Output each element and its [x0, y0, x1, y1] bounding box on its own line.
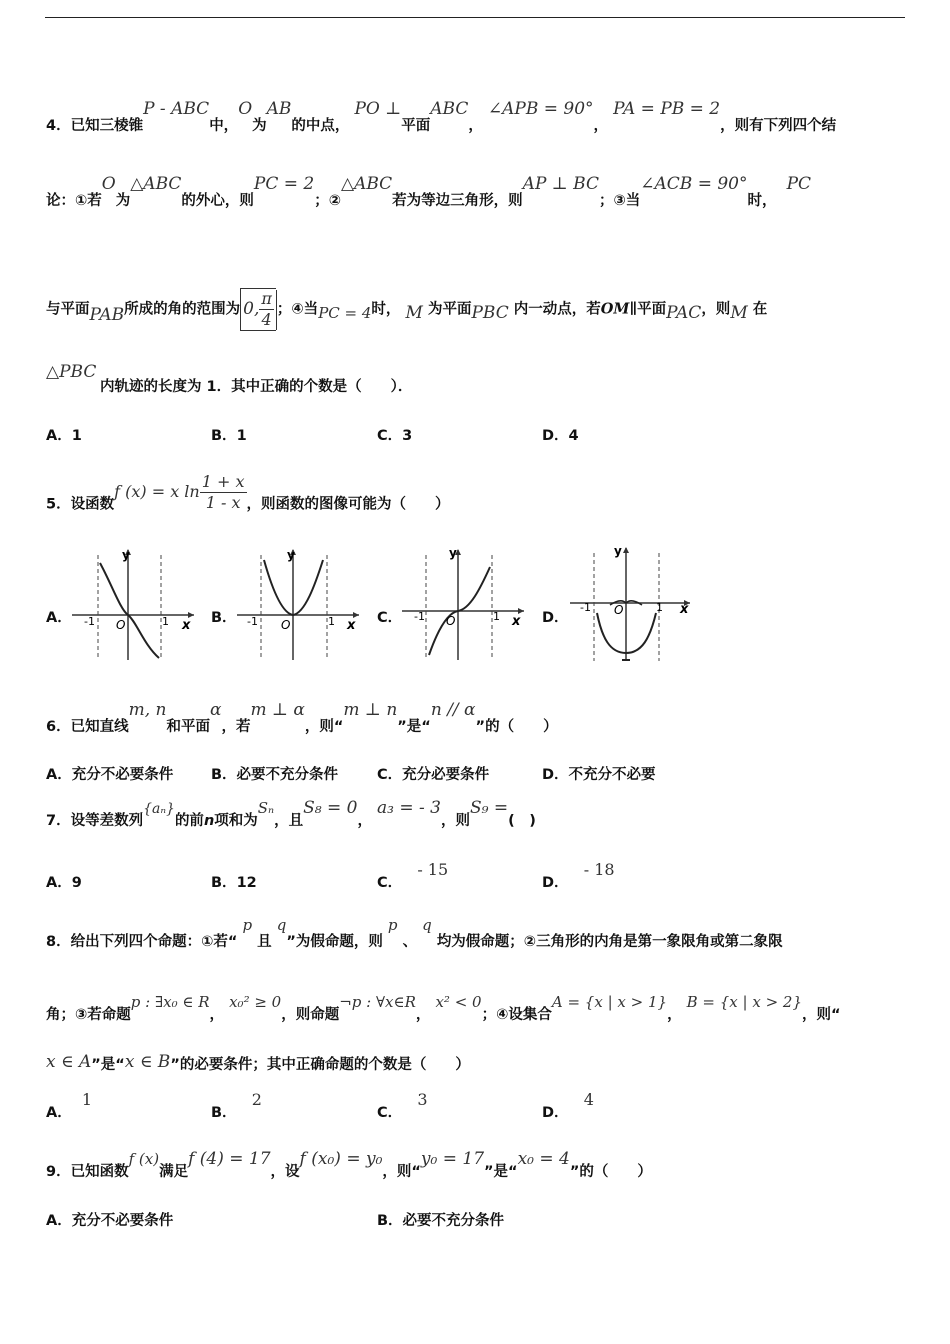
pos-one-label: 1 — [493, 610, 500, 623]
q8-option-c[interactable]: C． 3 — [377, 1090, 428, 1121]
q8-option-d[interactable]: D． 4 — [542, 1090, 594, 1121]
q8-line-1: 8．给出下列四个命题：①若“ p 且 q”为假命题，则 p 、 q 均为假命题；②三角形的内角是第一象限角或第二象限 — [46, 916, 783, 950]
origin-label: O — [281, 618, 291, 632]
q7-option-b[interactable]: B．12 — [211, 875, 257, 891]
q7-line: 7．设等差数列{aₙ}的前n项和为Sₙ，且S₈ = 0， a₃ = - 3，则S₉ =( ) — [46, 798, 536, 829]
q5-option-a[interactable]: A． — [46, 610, 72, 626]
header-rule — [45, 17, 905, 18]
q9-option-a[interactable]: A．充分不必要条件 — [46, 1213, 174, 1229]
q9-option-b[interactable]: B．必要不充分条件 — [377, 1213, 505, 1229]
q5-option-d[interactable]: D． — [542, 610, 569, 626]
q4-option-c[interactable]: C．3 — [377, 428, 413, 444]
q6-option-b[interactable]: B．必要不充分条件 — [211, 767, 339, 783]
y-axis-label: y — [449, 546, 457, 560]
origin-label: O — [614, 603, 624, 617]
q8-line-2: 角；③若命题p : ∃x₀ ∈ R， x₀² ≥ 0，则命题¬p : ∀x∈R， x² < 0；④设集合A = {x | x > 1}， B = {x | x > 2}，则“ — [46, 993, 841, 1023]
q4-line-2: 论：①若O为△ABC的外心，则PC = 2；②△ABC若为等边三角形，则AP ⊥ BC；③当∠ACB = 90°时， PC — [46, 174, 812, 209]
q8-line-3: x ∈ A”是“x ∈ B”的必要条件；其中正确命题的个数是（ ） — [46, 1052, 470, 1073]
q4-line-3: 与平面PAB所成的角的范围为 0, $\frac{\pi}{4}$ ；④当PC = 4时， M 为平面PBC 内一动点，若OM∥平面PAC，则M 在 — [46, 289, 768, 329]
graph-b[interactable] — [237, 545, 362, 663]
neg-one-label: -1 — [247, 615, 258, 628]
neg-one-label: -1 — [414, 610, 425, 623]
origin-label: O — [116, 618, 126, 632]
x-axis-label: x — [680, 602, 689, 617]
graph-d[interactable] — [570, 543, 695, 663]
graph-c[interactable] — [402, 545, 527, 663]
q6-option-c[interactable]: C．充分必要条件 — [377, 767, 490, 783]
graph-a[interactable] — [72, 545, 197, 663]
angle-range-interval: 0, $\frac{\pi}{4}$ — [240, 288, 276, 331]
q4-line-4b: 内轨迹的长度为 1．其中正确的个数是（ ）． — [100, 379, 413, 395]
x-axis-label: x — [347, 618, 356, 633]
q5-line: 5．设函数f (x) = x ln $\frac{1 + x}{1 - x}$ ，则函数的图像可能为（ ） — [46, 472, 450, 513]
q7-option-a[interactable]: A．9 — [46, 875, 82, 891]
x-axis-label: x — [512, 614, 521, 629]
q4-option-a[interactable]: A．1 — [46, 428, 82, 444]
q8-option-a[interactable]: A． 1 — [46, 1090, 93, 1121]
q4-line-1: 4．已知三棱锥P - ABC中，O为AB的中点， PO ⊥平面ABC， ∠APB = 90°， PA = PB = 2，则有下列四个结 — [46, 99, 837, 134]
q7-option-d[interactable]: D． - 18 — [542, 860, 615, 891]
q5-option-b[interactable]: B． — [211, 610, 237, 626]
q6-line: 6．已知直线m, n和平面α，若m ⊥ α，则“m ⊥ n”是“n // α”的（ ） — [46, 700, 558, 735]
q5-option-c[interactable]: C． — [377, 610, 403, 626]
y-axis-label: y — [287, 548, 295, 562]
pos-one-label: 1 — [328, 615, 335, 628]
q6-option-d[interactable]: D．不充分不必要 — [542, 767, 656, 783]
q9-line: 9．已知函数f (x)满足f (4) = 17，设f (x₀) = y₀，则“y₀ = 17”是“x₀ = 4”的（ ） — [46, 1149, 652, 1180]
y-axis-label: y — [122, 548, 130, 562]
neg-one-label: -1 — [580, 601, 591, 614]
q4-option-b[interactable]: B．1 — [211, 428, 247, 444]
q7-option-c[interactable]: C． - 15 — [377, 860, 449, 891]
neg-one-label: -1 — [84, 615, 95, 628]
q6-option-a[interactable]: A．充分不必要条件 — [46, 767, 174, 783]
pos-one-label: 1 — [162, 615, 169, 628]
q4-line-4: △PBC — [46, 362, 97, 382]
q8-option-b[interactable]: B． 2 — [211, 1090, 262, 1121]
pos-one-label: 1 — [656, 601, 663, 614]
q4-option-d[interactable]: D．4 — [542, 428, 579, 444]
y-axis-label: y — [614, 544, 622, 558]
x-axis-label: x — [182, 618, 191, 633]
origin-label: O — [446, 614, 456, 628]
